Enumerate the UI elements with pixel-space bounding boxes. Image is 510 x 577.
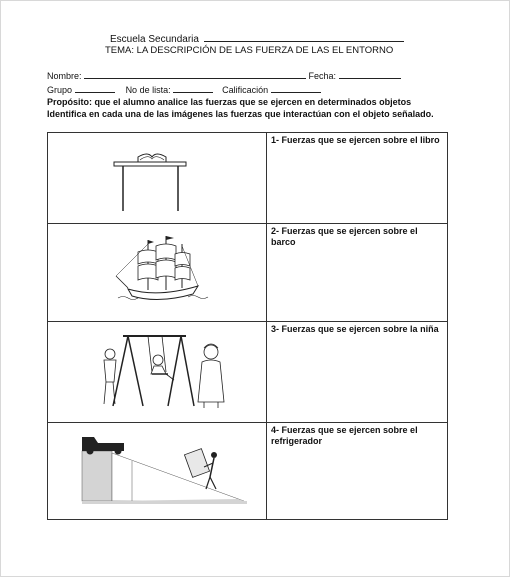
book-on-table-image [48, 133, 267, 224]
row-1-label-cell [267, 133, 448, 224]
row-4-label: 4- Fuerzas que se ejercen sobre el refrigerador [271, 425, 418, 446]
no-lista-field[interactable] [173, 84, 213, 93]
fecha-field[interactable] [339, 70, 401, 79]
worksheet-title: TEMA: LA DESCRIPCIÓN DE LAS FUERZA DE LAS EL ENTORNO [105, 45, 394, 56]
row-3-label-cell [267, 322, 448, 423]
school-name-blank[interactable] [204, 32, 404, 42]
sailing-ship-image [48, 224, 267, 322]
nombre-field[interactable] [84, 70, 306, 79]
grupo-label: Grupo [47, 85, 73, 95]
table-row [48, 423, 448, 520]
refrigerator-ramp-image [48, 423, 267, 520]
calificacion-label: Calificación [222, 85, 269, 95]
school-label: Escuela Secundaria [110, 34, 199, 45]
row-3-label: 3- Fuerzas que se ejercen sobre la niña [271, 324, 439, 334]
no-lista-label: No de lista: [125, 85, 171, 95]
row-2-label: 2- Fuerzas que se ejercen sobre el barco [271, 226, 418, 247]
table-row [48, 322, 448, 423]
table-row [48, 133, 448, 224]
row-4-label-cell [267, 423, 448, 520]
grupo-field[interactable] [75, 84, 115, 93]
table-row [48, 224, 448, 322]
group-row [47, 84, 321, 95]
nombre-label: Nombre: [47, 71, 82, 81]
row-2-label-cell [267, 224, 448, 322]
fecha-label: Fecha: [308, 71, 337, 81]
row-1-label: 1- Fuerzas que se ejercen sobre el libro [271, 135, 440, 145]
school-line [110, 32, 404, 45]
girl-on-swing-image [48, 322, 267, 423]
identifica-text: Identifica en cada una de las imágenes las fuerzas que interactúan con el objeto señalado. [47, 109, 434, 119]
proposito-text: Propósito: que el alumno analice las fuerzas que se ejercen en determinados objetos [47, 97, 412, 107]
calificacion-field[interactable] [271, 84, 321, 93]
name-date-row [47, 70, 401, 81]
forces-table [47, 132, 448, 520]
